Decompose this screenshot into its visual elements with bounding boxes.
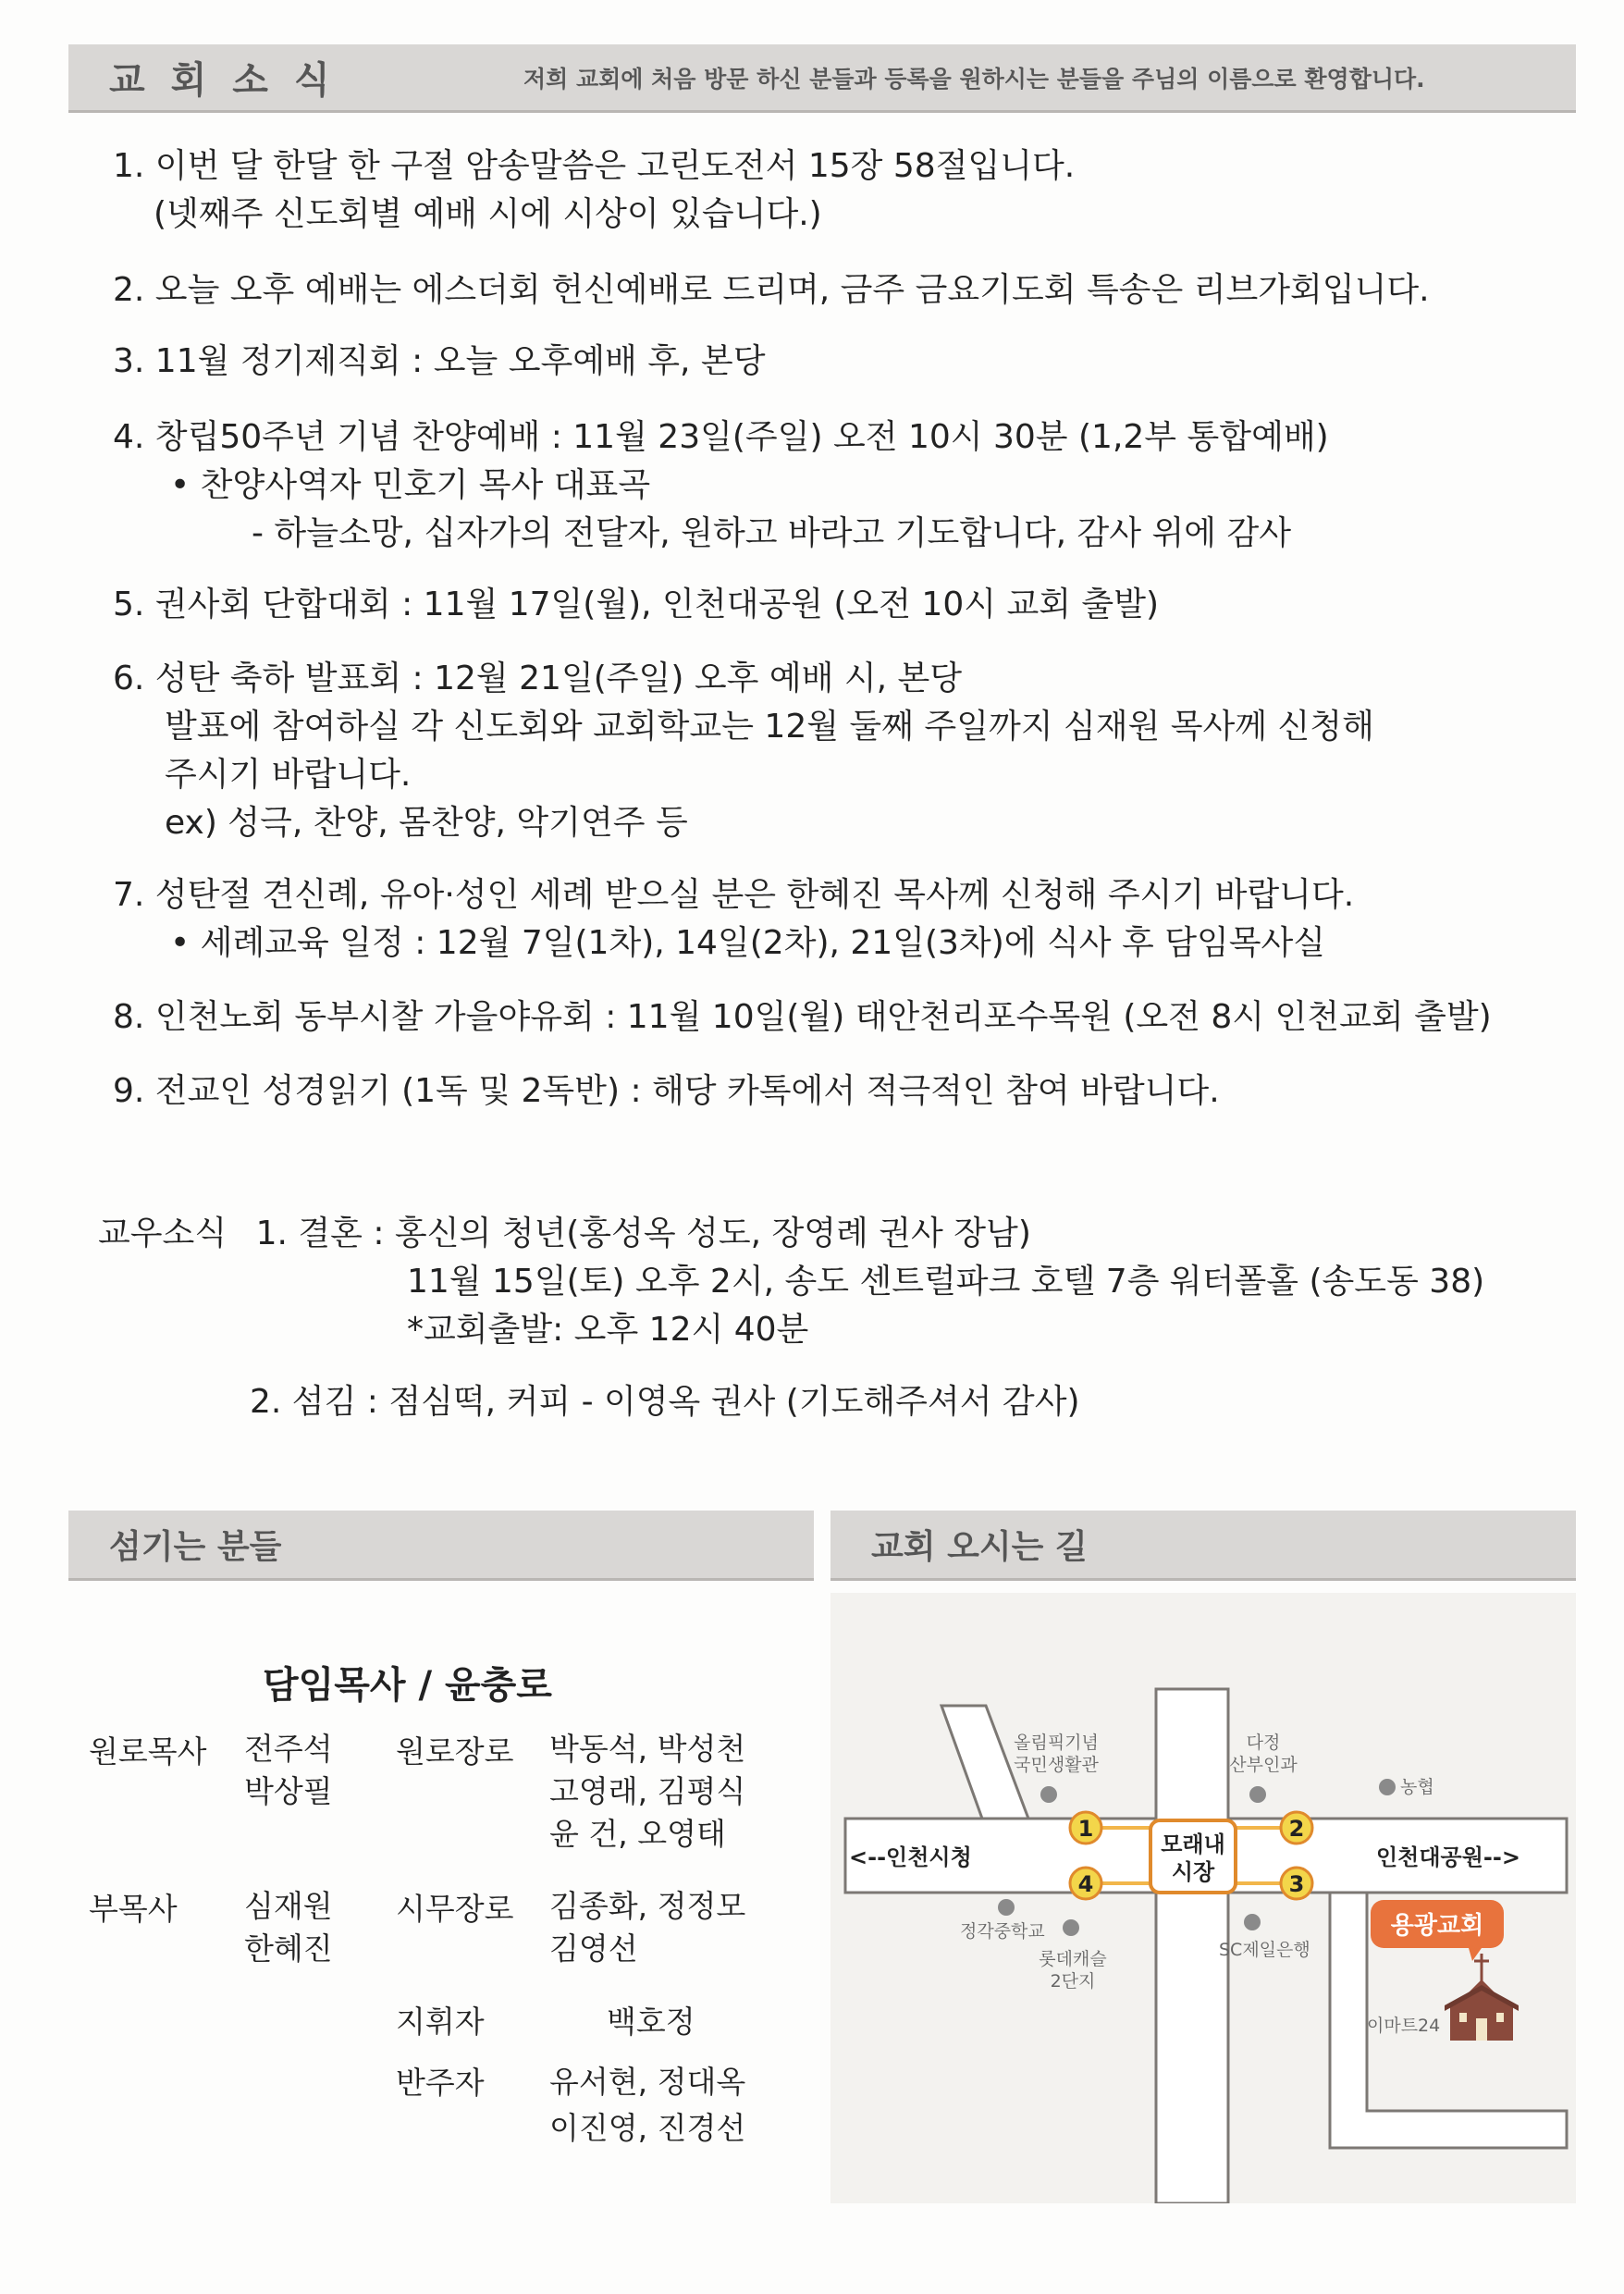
marker-number: 4 <box>1077 1871 1094 1897</box>
person-name: 이진영, 진경선 <box>549 2110 746 2146</box>
role-names <box>244 1885 333 1970</box>
members-news-detail: 11월 15일(토) 오후 2시, 송도 센트럴파크 호텔 7층 워터폴홀 (송도동 38) <box>407 1263 1485 1301</box>
notice-line: 9. 전교인 성경읽기 (1독 및 2독반) : 해당 카톡에서 적극적인 참여 바랍니다. <box>113 1072 1220 1110</box>
members-news-label: 교우소식 <box>98 1215 228 1252</box>
notice-body: 발표에 참여하실 각 신도회와 교회학교는 12월 둘째 주일까지 심재원 목사께 신청해 <box>165 708 1374 746</box>
notice-1 <box>113 142 1075 239</box>
role-label: 부목사 <box>89 1891 178 1927</box>
church-icon <box>1445 1954 1519 2041</box>
notice-line: 4. 창립50주년 기념 찬양예배 : 11월 23일(주일) 오전 10시 30분 (1,2부 통합예배) <box>113 418 1329 456</box>
directions-title: 교회 오시는 길 <box>871 1528 1088 1566</box>
role-names <box>244 1728 333 1813</box>
map <box>830 1593 1576 2203</box>
role-label: 지휘자 <box>396 2004 485 2040</box>
left-arrow-label: <--인천시청 <box>849 1844 972 1870</box>
notice-line: 7. 성탄절 견신례, 유아·성인 세례 받으실 분은 한혜진 목사께 신청해 주시기 바랍니다. <box>113 876 1355 914</box>
notice-9 <box>113 1067 1220 1116</box>
road-vertical <box>1156 1689 1228 2203</box>
marker-number: 2 <box>1288 1816 1305 1842</box>
head-pastor: 담임목사 / 윤충로 <box>263 1664 552 1707</box>
person-name: 백호정 <box>607 2004 695 2040</box>
notice-sub: (넷째주 신도회별 예배 시에 시상이 있습니다.) <box>154 195 822 233</box>
notice-line: 5. 권사회 단합대회 : 11월 17일(월), 인천대공원 (오전 10시 교회 출발) <box>113 586 1160 623</box>
notice-bullet: • 찬양사역자 민호기 목사 대표곡 <box>170 466 651 504</box>
right-arrow-label: 인천대공원--> <box>1376 1844 1520 1870</box>
role-label: 원로장로 <box>396 1733 514 1770</box>
members-news-detail: *교회출발: 오후 12시 40분 <box>407 1311 809 1349</box>
notice-5 <box>113 581 1159 629</box>
notice-line: 1. 이번 달 한달 한 구절 암송말씀은 고린도전서 15장 58절입니다. <box>113 147 1076 185</box>
poi-label: 롯데캐슬 <box>1039 1949 1107 1969</box>
serving-title: 섬기는 분들 <box>109 1528 282 1566</box>
notice-4 <box>113 413 1329 558</box>
members-news-item: 2. 섬김 : 점심떡, 커피 - 이영옥 권사 (기도해주셔서 감사) <box>250 1383 1080 1421</box>
poi-label: 농협 <box>1400 1777 1434 1797</box>
notice-line: 8. 인천노회 동부시찰 가을야유회 : 11월 10일(월) 태안천리포수목원 (오전 8시 인천교회 출발) <box>113 998 1492 1036</box>
poi-label: 2단지 <box>1050 1971 1096 1992</box>
notice-dash: - 하늘소망, 십자가의 전달자, 원하고 바라고 기도합니다, 감사 위에 감사 <box>252 514 1292 552</box>
notice-body: ex) 성극, 찬양, 몸찬양, 악기연주 등 <box>165 804 688 842</box>
poi-label: 국민생활관 <box>1014 1755 1099 1775</box>
members-news-item: 1. 결혼 : 홍신의 청년(홍성옥 성도, 장영례 권사 장남) <box>255 1215 1031 1252</box>
marker-4 <box>1070 1868 1101 1899</box>
person-name: 박상필 <box>244 1773 333 1809</box>
role-label: 반주자 <box>396 2065 485 2101</box>
role-label: 원로목사 <box>89 1733 207 1770</box>
person-name: 김영선 <box>549 1930 638 1967</box>
notice-line: 2. 오늘 오후 예배는 에스더회 헌신예배로 드리며, 금주 금요기도회 특송은 리브가회입니다. <box>113 271 1430 309</box>
notice-3 <box>113 338 765 386</box>
section-title: 교회소식 <box>109 59 356 102</box>
person-name: 박동석, 박성천 <box>549 1731 746 1767</box>
person-name: 전주석 <box>244 1731 333 1767</box>
notice-line: 3. 11월 정기제직회 : 오늘 오후예배 후, 본당 <box>113 342 766 380</box>
welcome-message: 저희 교회에 처음 방문 하신 분들과 등록을 원하시는 분들을 주님의 이름으로 환영합니다. <box>523 65 1425 92</box>
poi-label: 이마트24 <box>1367 2016 1441 2036</box>
person-name: 한혜진 <box>244 1930 333 1967</box>
marker-number: 1 <box>1077 1816 1094 1842</box>
directions-header <box>830 1511 1576 1581</box>
poi-label: 산부인과 <box>1229 1755 1298 1775</box>
notice-bullet: • 세례교육 일정 : 12월 7일(1차), 14일(2차), 21일(3차)에 식사 후 담임목사실 <box>170 924 1326 962</box>
person-name: 고영래, 김평식 <box>549 1773 746 1809</box>
notice-2 <box>113 266 1430 314</box>
person-name: 심재원 <box>244 1888 333 1924</box>
poi-label: 올림픽기념 <box>1014 1733 1099 1753</box>
person-name: 김종화, 정정모 <box>549 1888 746 1924</box>
role-names <box>549 1728 745 1856</box>
notice-7 <box>113 871 1354 968</box>
notice-6 <box>113 655 1374 847</box>
role-names <box>549 1885 745 1970</box>
header-bar <box>68 44 1576 113</box>
person-name: 유서현, 정대옥 <box>549 2064 746 2100</box>
poi-label: 다정 <box>1246 1733 1281 1753</box>
poi-label: 정각중학교 <box>960 1921 1045 1942</box>
marker-3 <box>1281 1868 1312 1899</box>
marker-1 <box>1070 1812 1101 1844</box>
notice-body: 주시기 바랍니다. <box>165 756 412 794</box>
notice-8 <box>113 993 1492 1042</box>
church-label: 용광교회 <box>1390 1912 1484 1940</box>
role-label: 시무장로 <box>396 1891 514 1927</box>
person-name: 윤 건, 오영태 <box>549 1816 726 1852</box>
serving-header <box>68 1511 814 1581</box>
notice-line: 6. 성탄 축하 발표회 : 12월 21일(주일) 오후 예배 시, 본당 <box>113 660 963 697</box>
map-drawing <box>830 1593 1576 2203</box>
center-label: 모래내 <box>1161 1832 1225 1857</box>
poi-label: SC제일은행 <box>1219 1940 1310 1960</box>
marker-number: 3 <box>1288 1871 1305 1897</box>
members-news <box>98 1210 1031 1258</box>
center-label: 시장 <box>1171 1859 1215 1885</box>
role-names <box>549 2059 745 2152</box>
marker-2 <box>1281 1812 1312 1844</box>
